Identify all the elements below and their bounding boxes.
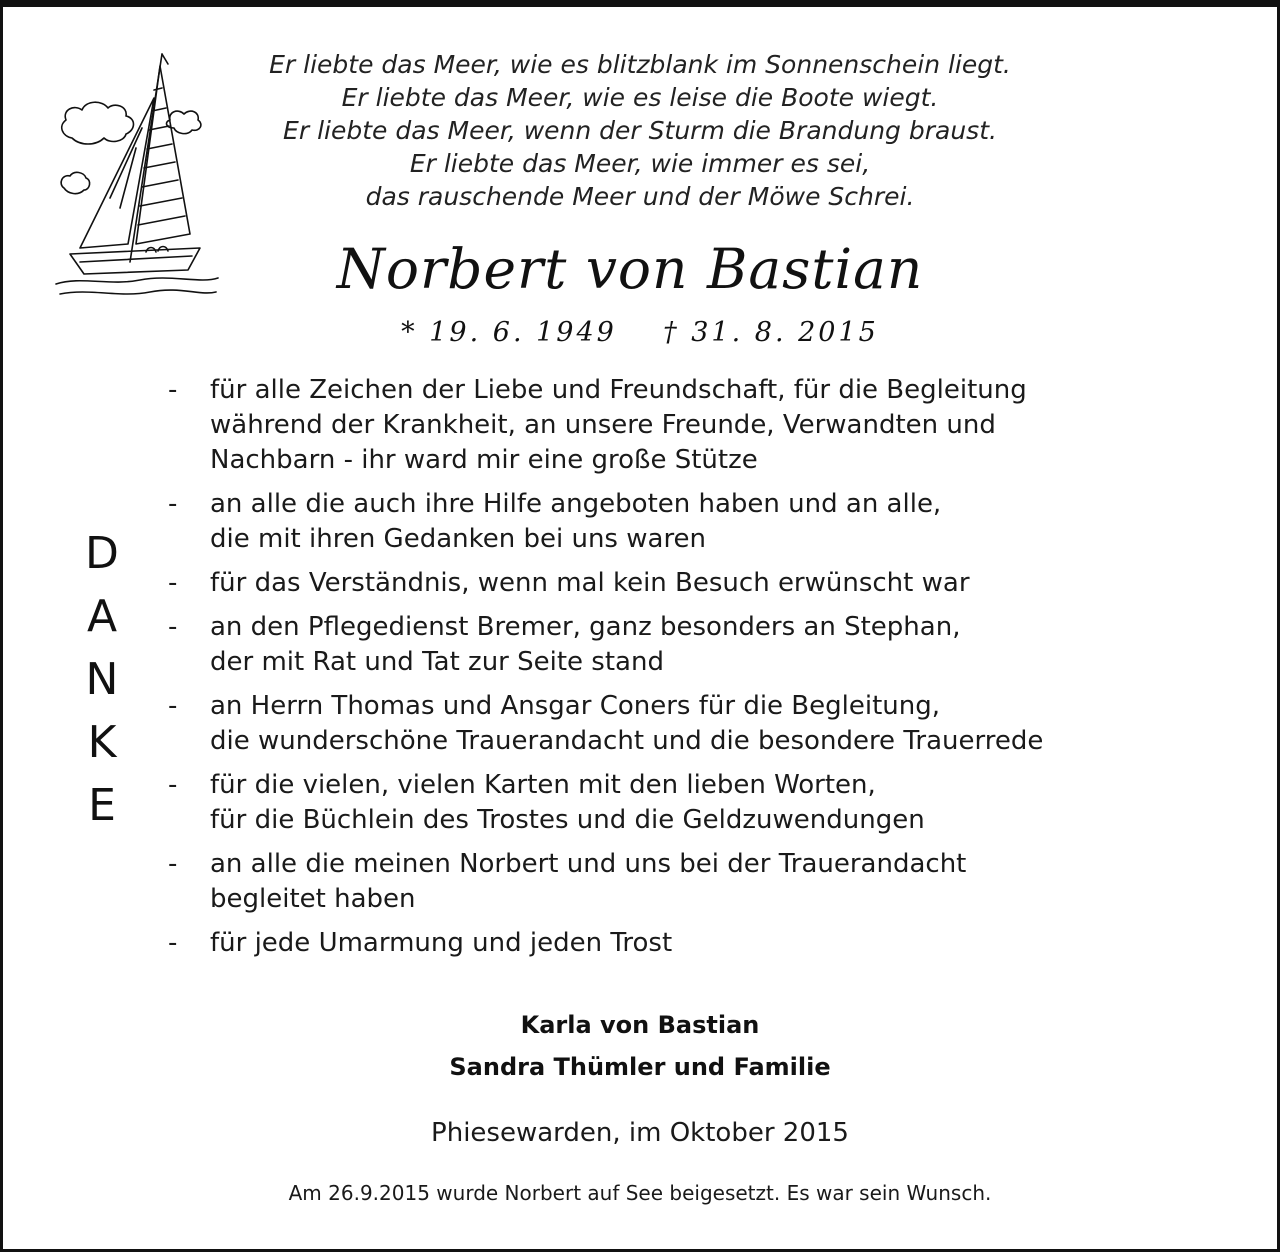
list-item-line: für jede Umarmung und jeden Trost — [210, 928, 673, 958]
list-item-line: für das Verständnis, wenn mal kein Besuch erwünscht war — [210, 568, 970, 598]
poem-line: Er liebte das Meer, wie es leise die Boote wiegt. — [341, 83, 939, 112]
life-dates: * 19. 6. 1949 † 31. 8. 2015 — [401, 317, 879, 348]
list-item-line: der mit Rat und Tat zur Seite stand — [210, 647, 664, 677]
list-item-line: an alle die meinen Norbert und uns bei der Trauerandacht — [210, 849, 967, 879]
list-item — [168, 487, 1228, 557]
list-item-line: für die vielen, vielen Karten mit den lieben Worten, — [210, 770, 876, 800]
poem-line: Er liebte das Meer, wenn der Sturm die Brandung braust. — [283, 116, 997, 145]
danke-letter: E — [88, 780, 116, 831]
list-item — [168, 768, 1228, 838]
list-item-line: begleitet haben — [210, 884, 416, 914]
danke-letter: A — [86, 591, 118, 642]
list-item — [168, 926, 1228, 961]
poem-line: das rauschende Meer und der Möwe Schrei. — [365, 182, 915, 211]
list-dash: - — [168, 375, 178, 405]
list-item — [168, 373, 1228, 478]
list-item-line: die mit ihren Gedanken bei uns waren — [210, 524, 707, 554]
place-date: Phiesewarden, im Oktober 2015 — [431, 1118, 849, 1148]
list-item-line: während der Krankheit, an unsere Freunde, Verwandten und — [210, 410, 996, 440]
signer-name: Sandra Thümler und Familie — [449, 1053, 831, 1081]
danke-letter: N — [85, 654, 119, 705]
list-item — [168, 847, 1228, 917]
list-item-line: für alle Zeichen der Liebe und Freundschaft, für die Begleitung — [210, 375, 1027, 405]
danke-letter: K — [87, 717, 117, 768]
list-dash: - — [168, 928, 178, 958]
list-item-line: Nachbarn - ihr ward mir eine große Stütze — [210, 445, 758, 475]
list-dash: - — [168, 489, 178, 519]
list-dash: - — [168, 568, 178, 598]
signer-name: Karla von Bastian — [520, 1011, 760, 1039]
list-item-line: für die Büchlein des Trostes und die Geldzuwendungen — [210, 805, 925, 835]
poem-line: Er liebte das Meer, wie es blitzblank im Sonnenschein liegt. — [269, 50, 1011, 79]
danke-vertical — [72, 522, 132, 837]
burial-note: Am 26.9.2015 wurde Norbert auf See beigesetzt. Es war sein Wunsch. — [288, 1181, 992, 1205]
poem-line: Er liebte das Meer, wie immer es sei, — [409, 149, 871, 178]
list-item — [168, 689, 1228, 759]
danke-letter: D — [85, 528, 119, 579]
list-item — [168, 610, 1228, 680]
list-item-line: an den Pflegedienst Bremer, ganz besonders an Stephan, — [210, 612, 961, 642]
list-dash: - — [168, 770, 178, 800]
signers — [340, 1004, 940, 1088]
list-item — [168, 566, 1228, 601]
list-dash: - — [168, 612, 178, 642]
list-item-line: an Herrn Thomas und Ansgar Coners für die Begleitung, — [210, 691, 941, 721]
deceased-name: Norbert von Bastian — [336, 237, 924, 301]
list-item-line: die wunderschöne Trauerandacht und die besondere Trauerrede — [210, 726, 1044, 756]
poem — [190, 48, 1090, 213]
list-item-line: an alle die auch ihre Hilfe angeboten haben und an alle, — [210, 489, 942, 519]
list-dash: - — [168, 691, 178, 721]
list-dash: - — [168, 849, 178, 879]
thanks-list — [168, 373, 1228, 970]
